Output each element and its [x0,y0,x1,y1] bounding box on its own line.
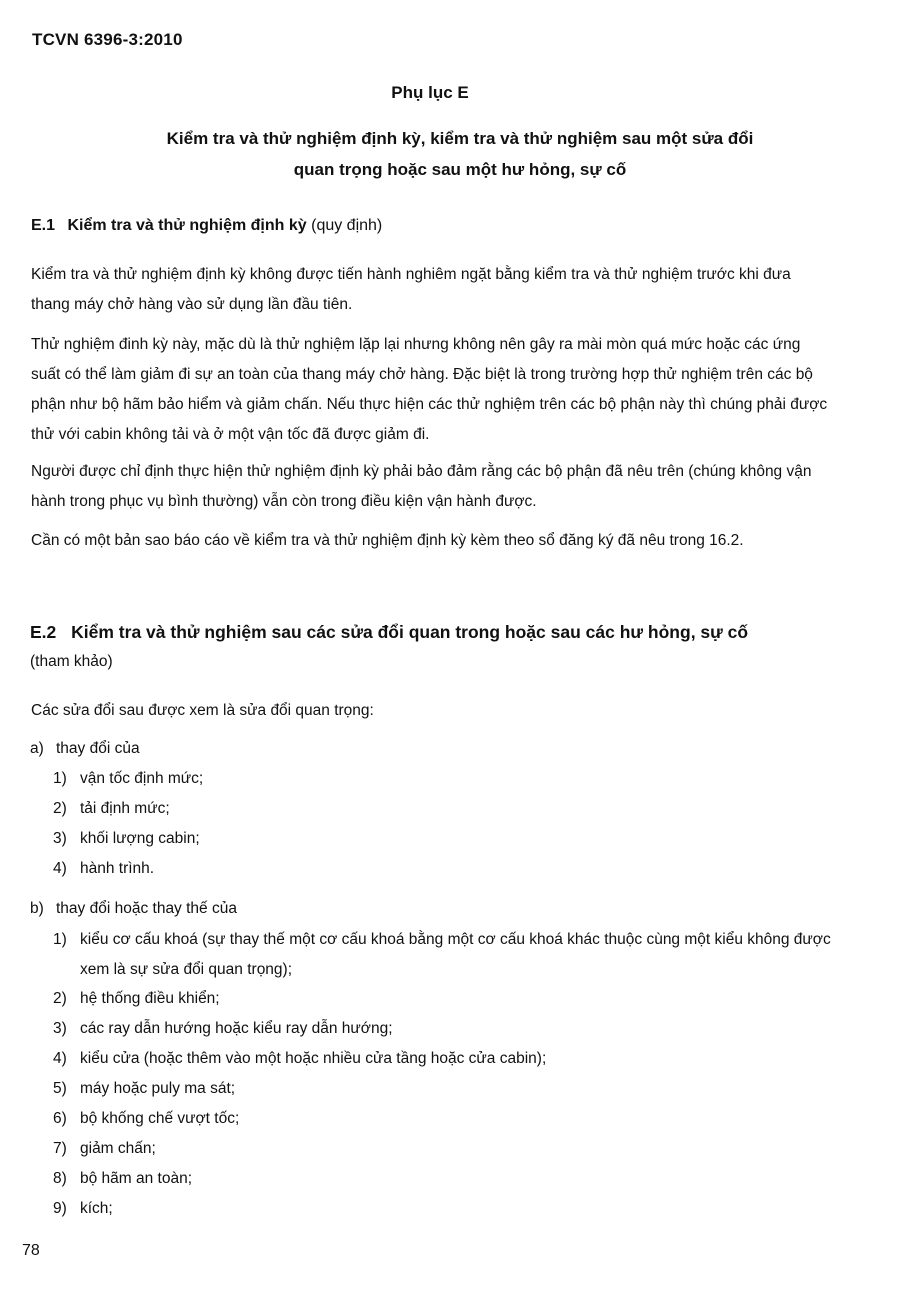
list-item-mark: 5) [53,1080,67,1097]
list-item [53,854,843,884]
list-item [53,1134,843,1164]
list-item-mark: 2) [53,800,67,817]
list-item [53,794,843,824]
list-item [53,1164,843,1194]
section-e2-heading [30,617,850,677]
list-group-b-mark: b) [30,900,44,917]
list-group-b-label: thay đổi hoặc thay thế của [56,900,237,917]
list-item-text: giảm chấn; [80,1140,156,1157]
list-item [53,764,843,794]
list-item-mark: 2) [53,990,67,1007]
annex-title [60,123,860,185]
page-number: 78 [22,1242,40,1259]
list-item-text: bộ khống chế vượt tốc; [80,1110,240,1127]
list-item [53,1104,843,1134]
document-code: TCVN 6396-3:2010 [32,30,183,49]
section-e1-note: (quy định) [311,217,383,234]
list-item-text: hành trình. [80,860,155,877]
list-item-text: bộ hãm an toàn; [80,1170,193,1187]
list-item-text: khối lượng cabin; [80,830,200,847]
list-group-a [30,740,140,758]
list-item-text: vận tốc định mức; [80,770,204,787]
list-item-text: kiểu cửa (hoặc thêm vào một hoặc nhiều cửa tầng hoặc cửa cabin); [80,1050,547,1067]
list-item [53,1194,843,1224]
section-e1-heading [31,217,382,235]
annex-title-line-2: quan trọng hoặc sau một hư hỏng, sự cố [293,160,627,179]
annex-title-line-1: Kiểm tra và thử nghiệm định kỳ, kiểm tra và thử nghiệm sau một sửa đổi [166,129,754,148]
list-item-text: kiểu cơ cấu khoá (sự thay thế một cơ cấu khoá bằng một cơ cấu khoá khác thuộc cùng một kiểu không được xem là sự sửa đổi quan trọng); [80,931,831,978]
section-e1-paragraph-3: Người được chỉ định thực hiện thử nghiệm định kỳ phải bảo đảm rằng các bộ phận đã nêu trên (chúng không vận hành trong phục vụ bình thường) vẫn còn trong điều kiện vận hành được. [31,463,812,510]
list-item-mark: 6) [53,1110,67,1127]
list-item-mark: 8) [53,1170,67,1187]
section-e2-intro: Các sửa đổi sau được xem là sửa đổi quan trọng: [31,702,374,719]
section-e2-number: E.2 [30,622,57,642]
list-item [53,824,843,854]
list-item-text: hệ thống điều khiển; [80,990,220,1007]
list-item-mark: 1) [53,931,67,948]
list-group-b [30,900,237,918]
list-item [53,1014,843,1044]
list-item-mark: 7) [53,1140,67,1157]
list-item-mark: 1) [53,770,67,787]
list-item-mark: 3) [53,1020,67,1037]
section-e1-number: E.1 [31,217,56,234]
list-group-a-mark: a) [30,740,44,757]
list-item-text: máy hoặc puly ma sát; [80,1080,236,1097]
list-item-text: tải định mức; [80,800,170,817]
section-e2-note: (tham khảo) [30,653,113,670]
list-item-mark: 9) [53,1200,67,1217]
section-e1-paragraph-1: Kiểm tra và thử nghiệm định kỳ không được tiến hành nghiêm ngặt bằng kiểm tra và thử nghiệm trước khi đưa thang máy chở hàng vào sử dụng lần đầu tiên. [31,266,791,313]
list-item-text: kích; [80,1200,113,1217]
section-e1-paragraph-4: Cần có một bản sao báo cáo về kiểm tra và thử nghiệm định kỳ kèm theo sổ đăng ký đã nêu trong 16.2. [31,532,744,549]
section-e2-title: Kiểm tra và thử nghiệm sau các sửa đổi quan trong hoặc sau các hư hỏng, sự cố [71,622,749,642]
list-item-mark: 4) [53,860,67,877]
list-item-text: các ray dẫn hướng hoặc kiểu ray dẫn hướng; [80,1020,393,1037]
list-item [53,1044,843,1074]
list-item [53,984,843,1014]
list-item [53,925,843,985]
section-e1-paragraph-2: Thử nghiệm đinh kỳ này, mặc dù là thử nghiệm lặp lại nhưng không nên gây ra mài mòn quá mức hoặc các ứng suất có thể làm giảm đi sự an toàn của thang máy chở hàng. Đặc biệt là trong trường hợp thử nghiệm trên các bộ phận như bộ hãm bảo hiểm và giảm chấn. Nếu thực hiện các thử nghiệm trên các bộ phận này thì chúng phải được thử với cabin không tải và ở một vận tốc đã được giảm đi. [31,336,828,443]
list-item-mark: 3) [53,830,67,847]
list-item [53,1074,843,1104]
list-group-a-label: thay đổi của [56,740,140,757]
section-e1-title: Kiểm tra và thử nghiệm định kỳ [67,217,307,234]
list-item-mark: 4) [53,1050,67,1067]
annex-label: Phụ lục E [391,83,469,102]
